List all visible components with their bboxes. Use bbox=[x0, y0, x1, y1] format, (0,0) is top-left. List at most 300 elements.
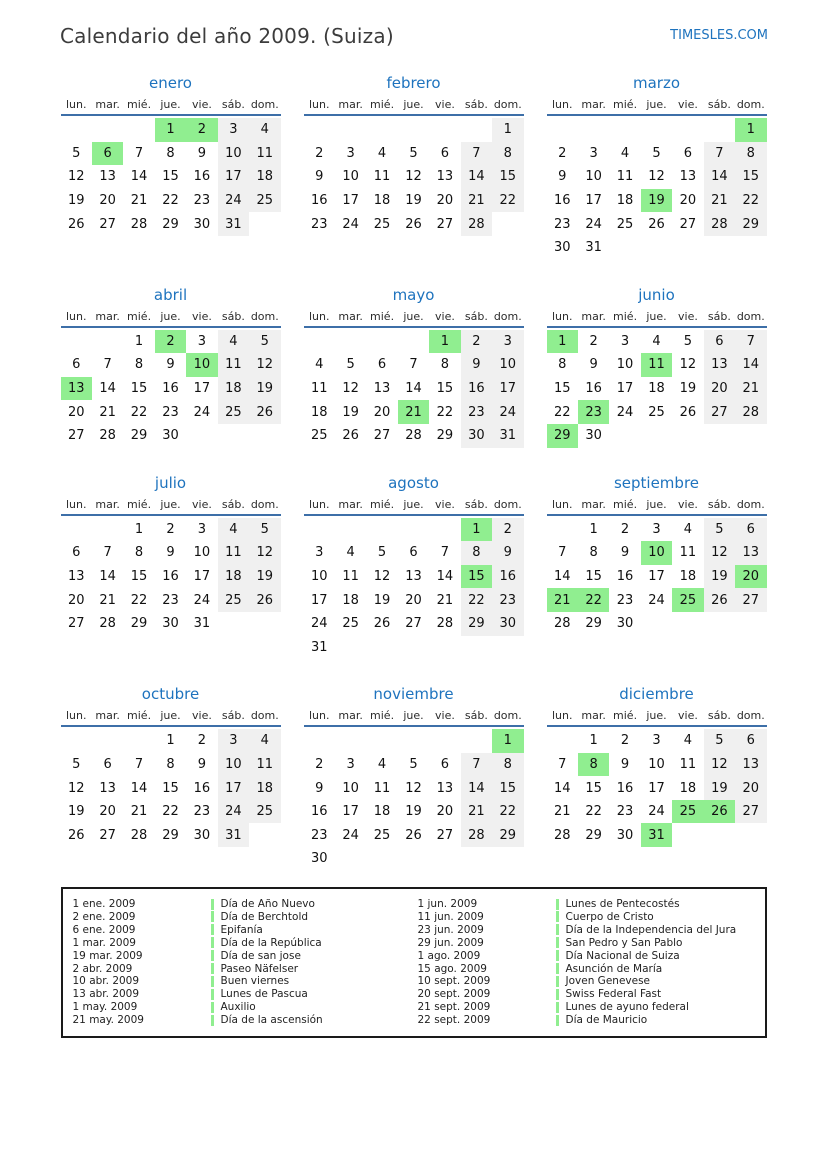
day-cell: 20 bbox=[735, 565, 766, 589]
month-febrero bbox=[304, 74, 524, 236]
weeks bbox=[304, 729, 524, 871]
empty-cell bbox=[704, 236, 735, 260]
legend-holiday-name: Auxilio bbox=[211, 1001, 410, 1013]
day-cell: 9 bbox=[461, 353, 492, 377]
day-cell: 16 bbox=[616, 569, 634, 585]
day-cell: 10 bbox=[648, 756, 665, 772]
empty-cell bbox=[366, 729, 397, 753]
day-cell: 27 bbox=[704, 400, 735, 424]
empty-cell bbox=[578, 118, 609, 142]
day-cell: 15 bbox=[492, 776, 523, 800]
day-cell: 17 bbox=[218, 165, 249, 189]
week-row bbox=[547, 541, 767, 565]
weekday-label: jue. bbox=[646, 709, 667, 723]
empty-cell bbox=[672, 424, 703, 448]
day-cell: 3 bbox=[652, 733, 661, 749]
day-cell: 17 bbox=[310, 592, 328, 608]
weekday-label: sáb. bbox=[707, 98, 731, 111]
week-row bbox=[304, 541, 524, 565]
legend-row bbox=[418, 949, 755, 962]
day-cell: 10 bbox=[218, 753, 249, 777]
day-cell: 10 bbox=[342, 169, 359, 185]
day-cell: 13 bbox=[99, 169, 116, 185]
day-cell: 2 bbox=[315, 145, 324, 161]
week-row bbox=[61, 212, 281, 236]
empty-cell bbox=[304, 729, 335, 753]
day-cell: 29 bbox=[162, 216, 179, 232]
day-cell: 5 bbox=[652, 145, 661, 161]
empty-cell bbox=[92, 118, 123, 142]
empty-cell bbox=[366, 330, 397, 354]
weekday-label: mar. bbox=[95, 309, 120, 323]
day-cell: 30 bbox=[310, 851, 328, 867]
legend-date: 21 sept. 2009 bbox=[417, 1001, 491, 1014]
week-row bbox=[61, 353, 281, 377]
week-row bbox=[547, 518, 767, 542]
day-cell: 26 bbox=[704, 588, 735, 612]
empty-cell bbox=[218, 612, 249, 636]
week-row bbox=[304, 212, 524, 236]
day-cell: 19 bbox=[704, 565, 735, 589]
day-cell: 30 bbox=[616, 616, 634, 632]
weekday-label: dom. bbox=[250, 709, 279, 723]
weekday-label: dom. bbox=[250, 98, 279, 111]
legend-date: 1 mar. 2009 bbox=[72, 936, 136, 949]
day-cell: 8 bbox=[492, 753, 523, 777]
day-cell: 8 bbox=[558, 357, 567, 373]
legend-holiday-name: Día de la ascensión bbox=[211, 1014, 410, 1026]
day-cell: 2 bbox=[620, 521, 630, 537]
day-cell: 3 bbox=[218, 118, 249, 142]
day-cell: 19 bbox=[67, 804, 85, 820]
weekday-label: mar. bbox=[338, 709, 363, 723]
day-cell: 1 bbox=[589, 733, 598, 749]
day-cell: 31 bbox=[193, 616, 211, 632]
day-cell: 21 bbox=[704, 189, 735, 213]
legend-date: 19 mar. 2009 bbox=[72, 949, 143, 962]
day-cell: 5 bbox=[683, 333, 693, 349]
weekday-label: jue. bbox=[160, 709, 181, 723]
weekday-label: lun. bbox=[65, 98, 87, 111]
week-row bbox=[304, 753, 524, 777]
day-cell: 7 bbox=[134, 145, 144, 161]
day-cell: 25 bbox=[218, 588, 249, 612]
week-row bbox=[304, 165, 524, 189]
day-cell: 8 bbox=[492, 142, 523, 166]
months-grid bbox=[61, 74, 767, 871]
week-row bbox=[547, 588, 767, 612]
day-cell: 1 bbox=[166, 733, 175, 749]
weekday-label: dom. bbox=[493, 309, 522, 323]
day-cell: 3 bbox=[346, 145, 355, 161]
weekday-label: sáb. bbox=[464, 98, 488, 111]
weekday-label: dom. bbox=[493, 709, 522, 723]
weekday-header-row bbox=[304, 98, 524, 116]
empty-cell bbox=[92, 518, 123, 542]
day-cell: 29 bbox=[162, 827, 179, 843]
day-cell: 6 bbox=[409, 545, 418, 561]
day-cell: 13 bbox=[67, 569, 85, 585]
day-cell: 10 bbox=[342, 780, 359, 796]
day-cell: 26 bbox=[679, 404, 697, 420]
day-cell: 12 bbox=[648, 169, 665, 185]
week-row bbox=[547, 612, 767, 636]
day-cell: 25 bbox=[373, 827, 391, 843]
weekday-label: jue. bbox=[160, 497, 181, 511]
empty-cell bbox=[704, 424, 735, 448]
day-cell: 18 bbox=[249, 776, 280, 800]
day-cell: 8 bbox=[589, 545, 598, 561]
weeks bbox=[547, 729, 767, 847]
day-cell: 13 bbox=[436, 780, 454, 796]
day-cell: 27 bbox=[99, 827, 116, 843]
day-cell: 7 bbox=[103, 357, 112, 373]
weekday-label: mar. bbox=[581, 309, 606, 323]
week-row bbox=[304, 588, 524, 612]
day-cell: 23 bbox=[193, 804, 211, 820]
legend-row bbox=[418, 936, 755, 949]
legend-holiday-name: Día de Mauricio bbox=[556, 1014, 755, 1026]
legend-date: 10 abr. 2009 bbox=[72, 975, 140, 988]
legend-row bbox=[73, 1001, 410, 1014]
weekday-label: jue. bbox=[160, 98, 181, 111]
weekday-label: jue. bbox=[646, 497, 667, 511]
day-cell: 3 bbox=[652, 521, 661, 537]
day-cell: 15 bbox=[735, 165, 766, 189]
legend-date: 20 sept. 2009 bbox=[417, 988, 491, 1001]
day-cell: 23 bbox=[616, 804, 634, 820]
day-cell: 1 bbox=[134, 333, 144, 349]
holiday-marker-bar bbox=[211, 911, 214, 922]
day-cell: 24 bbox=[342, 216, 359, 232]
weekday-label: jue. bbox=[646, 309, 667, 323]
week-row bbox=[304, 400, 524, 424]
week-row bbox=[61, 729, 281, 753]
day-cell: 1 bbox=[735, 118, 766, 142]
day-cell: 18 bbox=[342, 592, 359, 608]
weeks bbox=[61, 330, 281, 448]
day-cell: 19 bbox=[405, 193, 422, 209]
day-cell: 29 bbox=[130, 428, 148, 444]
legend-date: 2 abr. 2009 bbox=[72, 962, 133, 975]
day-cell: 13 bbox=[704, 353, 735, 377]
day-cell: 20 bbox=[67, 404, 85, 420]
day-cell: 24 bbox=[492, 400, 523, 424]
day-cell: 24 bbox=[193, 404, 211, 420]
empty-cell bbox=[335, 118, 366, 142]
day-cell: 14 bbox=[99, 381, 116, 397]
empty-cell bbox=[429, 729, 460, 753]
empty-cell bbox=[672, 236, 703, 260]
weekday-header-row bbox=[61, 310, 281, 328]
empty-cell bbox=[641, 612, 672, 636]
empty-cell bbox=[641, 236, 672, 260]
week-row bbox=[61, 588, 281, 612]
weekday-label: vie. bbox=[435, 497, 455, 511]
day-cell: 23 bbox=[310, 216, 328, 232]
empty-cell bbox=[429, 518, 460, 542]
day-cell: 27 bbox=[679, 216, 697, 232]
weekday-label: lun. bbox=[308, 497, 330, 511]
day-cell: 11 bbox=[249, 142, 280, 166]
day-cell: 28 bbox=[130, 216, 148, 232]
holiday-marker-bar bbox=[211, 950, 214, 961]
day-cell: 29 bbox=[585, 827, 602, 843]
day-cell: 31 bbox=[310, 639, 328, 655]
week-row bbox=[304, 565, 524, 589]
day-cell: 27 bbox=[373, 428, 391, 444]
weeks bbox=[547, 118, 767, 260]
day-cell: 11 bbox=[218, 353, 249, 377]
empty-cell bbox=[461, 636, 492, 660]
day-cell: 13 bbox=[61, 377, 92, 401]
holiday-marker-bar bbox=[556, 937, 559, 948]
day-cell: 26 bbox=[405, 827, 422, 843]
day-cell: 3 bbox=[492, 330, 523, 354]
day-cell: 15 bbox=[130, 569, 148, 585]
week-row bbox=[304, 424, 524, 448]
legend-holiday-name: Día de la República bbox=[211, 937, 410, 949]
week-row bbox=[61, 776, 281, 800]
week-row bbox=[304, 776, 524, 800]
legend-holiday-name: Día de la Independencia del Jura bbox=[556, 924, 755, 936]
day-cell: 4 bbox=[218, 518, 249, 542]
day-cell: 20 bbox=[99, 804, 116, 820]
day-cell: 1 bbox=[155, 118, 186, 142]
legend-date: 21 may. 2009 bbox=[72, 1014, 144, 1027]
empty-cell bbox=[123, 729, 154, 753]
day-cell: 12 bbox=[67, 780, 85, 796]
day-cell: 28 bbox=[99, 616, 116, 632]
empty-cell bbox=[672, 823, 703, 847]
weeks bbox=[304, 330, 524, 448]
weeks bbox=[547, 518, 767, 636]
day-cell: 11 bbox=[249, 753, 280, 777]
day-cell: 17 bbox=[616, 381, 634, 397]
day-cell: 24 bbox=[342, 827, 359, 843]
legend-date: 1 jun. 2009 bbox=[417, 898, 478, 911]
week-row bbox=[547, 400, 767, 424]
weekday-label: vie. bbox=[435, 709, 455, 723]
empty-cell bbox=[335, 847, 366, 871]
weeks bbox=[304, 518, 524, 660]
week-row bbox=[304, 800, 524, 824]
empty-cell bbox=[186, 424, 217, 448]
day-cell: 12 bbox=[679, 357, 697, 373]
day-cell: 5 bbox=[704, 518, 735, 542]
weekday-label: jue. bbox=[160, 309, 181, 323]
legend-holiday-name: Día de Año Nuevo bbox=[211, 898, 410, 910]
legend-row bbox=[73, 988, 410, 1001]
weekday-label: lun. bbox=[551, 309, 573, 323]
day-cell: 7 bbox=[461, 753, 492, 777]
day-cell: 5 bbox=[377, 545, 387, 561]
day-cell: 31 bbox=[492, 424, 523, 448]
day-cell: 7 bbox=[558, 756, 567, 772]
day-cell: 6 bbox=[735, 518, 766, 542]
day-cell: 22 bbox=[461, 588, 492, 612]
weekday-label: lun. bbox=[65, 709, 87, 723]
weekday-label: mar. bbox=[338, 98, 363, 111]
day-cell: 18 bbox=[249, 165, 280, 189]
day-cell: 15 bbox=[585, 780, 602, 796]
legend-holiday-name: Joven Genevese bbox=[556, 975, 755, 987]
empty-cell bbox=[735, 612, 766, 636]
day-cell: 22 bbox=[436, 404, 454, 420]
week-row bbox=[547, 212, 767, 236]
day-cell: 26 bbox=[373, 616, 391, 632]
day-cell: 8 bbox=[578, 753, 609, 777]
empty-cell bbox=[461, 729, 492, 753]
day-cell: 1 bbox=[134, 521, 144, 537]
day-cell: 18 bbox=[373, 804, 391, 820]
empty-cell bbox=[92, 330, 123, 354]
weekday-label: mié. bbox=[613, 98, 638, 111]
day-cell: 30 bbox=[193, 827, 211, 843]
weeks bbox=[61, 729, 281, 847]
page-title: Calendario del año 2009. (Suiza) bbox=[60, 24, 394, 48]
weekday-label: mié. bbox=[127, 709, 152, 723]
day-cell: 31 bbox=[218, 823, 249, 847]
week-row bbox=[547, 823, 767, 847]
day-cell: 30 bbox=[585, 428, 602, 444]
day-cell: 25 bbox=[249, 800, 280, 824]
day-cell: 25 bbox=[672, 588, 703, 612]
holiday-marker-bar bbox=[211, 1015, 214, 1026]
day-cell: 22 bbox=[162, 193, 179, 209]
day-cell: 18 bbox=[648, 381, 665, 397]
weekday-header-row bbox=[547, 310, 767, 328]
day-cell: 19 bbox=[405, 804, 422, 820]
day-cell: 18 bbox=[218, 565, 249, 589]
day-cell: 21 bbox=[461, 189, 492, 213]
empty-cell bbox=[304, 518, 335, 542]
weekday-label: vie. bbox=[435, 98, 455, 111]
legend-date: 15 ago. 2009 bbox=[417, 962, 487, 975]
week-row bbox=[61, 612, 281, 636]
day-cell: 10 bbox=[492, 353, 523, 377]
empty-cell bbox=[704, 612, 735, 636]
holiday-marker-bar bbox=[211, 937, 214, 948]
empty-cell bbox=[61, 518, 92, 542]
month-title: julio bbox=[154, 473, 187, 492]
day-cell: 30 bbox=[492, 612, 523, 636]
day-cell: 28 bbox=[553, 616, 571, 632]
day-cell: 9 bbox=[620, 545, 630, 561]
day-cell: 28 bbox=[553, 827, 571, 843]
day-cell: 14 bbox=[553, 569, 571, 585]
day-cell: 5 bbox=[346, 357, 355, 373]
legend-holiday-name: Cuerpo de Cristo bbox=[556, 911, 755, 923]
day-cell: 14 bbox=[553, 780, 571, 796]
day-cell: 10 bbox=[585, 169, 602, 185]
day-cell: 6 bbox=[72, 357, 81, 373]
month-enero bbox=[61, 74, 281, 236]
day-cell: 12 bbox=[405, 169, 422, 185]
day-cell: 1 bbox=[429, 330, 460, 354]
legend-holiday-name: Lunes de Pascua bbox=[211, 988, 410, 1000]
weekday-label: sáb. bbox=[707, 497, 731, 511]
weekday-label: mié. bbox=[127, 98, 152, 111]
week-row bbox=[547, 776, 767, 800]
weekday-label: mié. bbox=[370, 709, 395, 723]
weekday-label: mié. bbox=[370, 309, 395, 323]
day-cell: 9 bbox=[315, 169, 324, 185]
weekday-label: mar. bbox=[581, 497, 606, 511]
legend-date: 11 jun. 2009 bbox=[417, 910, 484, 923]
day-cell: 13 bbox=[405, 569, 422, 585]
day-cell: 2 bbox=[620, 733, 630, 749]
legend-row bbox=[73, 949, 410, 962]
week-row bbox=[304, 377, 524, 401]
legend-holiday-name: Paseo Näfelser bbox=[211, 963, 410, 975]
day-cell: 6 bbox=[440, 145, 450, 161]
day-cell: 16 bbox=[310, 804, 328, 820]
weekday-header-row bbox=[547, 98, 767, 116]
weekday-label: jue. bbox=[403, 98, 424, 111]
week-row bbox=[547, 424, 767, 448]
legend-row bbox=[418, 898, 755, 911]
day-cell: 17 bbox=[342, 193, 359, 209]
week-row bbox=[61, 800, 281, 824]
day-cell: 14 bbox=[461, 165, 492, 189]
weekday-label: mié. bbox=[370, 98, 395, 111]
weekday-label: mié. bbox=[127, 497, 152, 511]
legend-holiday-name: Día de Berchtold bbox=[211, 911, 410, 923]
legend-row bbox=[73, 898, 410, 911]
month-julio bbox=[61, 474, 281, 636]
empty-cell bbox=[735, 424, 766, 448]
day-cell: 10 bbox=[186, 353, 217, 377]
day-cell: 4 bbox=[683, 733, 693, 749]
day-cell: 15 bbox=[162, 169, 179, 185]
day-cell: 2 bbox=[186, 118, 217, 142]
day-cell: 3 bbox=[197, 333, 207, 349]
weekday-label: jue. bbox=[403, 497, 424, 511]
day-cell: 13 bbox=[735, 753, 766, 777]
weekday-label: mié. bbox=[127, 309, 152, 323]
day-cell: 19 bbox=[679, 381, 697, 397]
site-link[interactable]: TIMESLES.COM bbox=[670, 28, 768, 43]
empty-cell bbox=[547, 518, 578, 542]
legend-row bbox=[418, 962, 755, 975]
day-cell: 7 bbox=[704, 142, 735, 166]
empty-cell bbox=[735, 236, 766, 260]
day-cell: 6 bbox=[103, 756, 112, 772]
day-cell: 3 bbox=[589, 145, 598, 161]
day-cell: 9 bbox=[492, 541, 523, 565]
month-title: mayo bbox=[392, 285, 435, 304]
empty-cell bbox=[492, 212, 523, 236]
weekday-label: sáb. bbox=[707, 309, 731, 323]
day-cell: 31 bbox=[641, 823, 672, 847]
day-cell: 2 bbox=[315, 756, 324, 772]
day-cell: 19 bbox=[67, 193, 85, 209]
holiday-marker-bar bbox=[556, 911, 559, 922]
week-row bbox=[304, 118, 524, 142]
week-row bbox=[61, 565, 281, 589]
week-row bbox=[61, 377, 281, 401]
month-title: abril bbox=[153, 285, 188, 304]
day-cell: 30 bbox=[162, 428, 179, 444]
day-cell: 22 bbox=[130, 404, 148, 420]
holiday-marker-bar bbox=[211, 1002, 214, 1013]
empty-cell bbox=[335, 330, 366, 354]
legend-row bbox=[73, 923, 410, 936]
day-cell: 4 bbox=[377, 756, 387, 772]
day-cell: 26 bbox=[67, 827, 85, 843]
weekday-header-row bbox=[547, 498, 767, 516]
